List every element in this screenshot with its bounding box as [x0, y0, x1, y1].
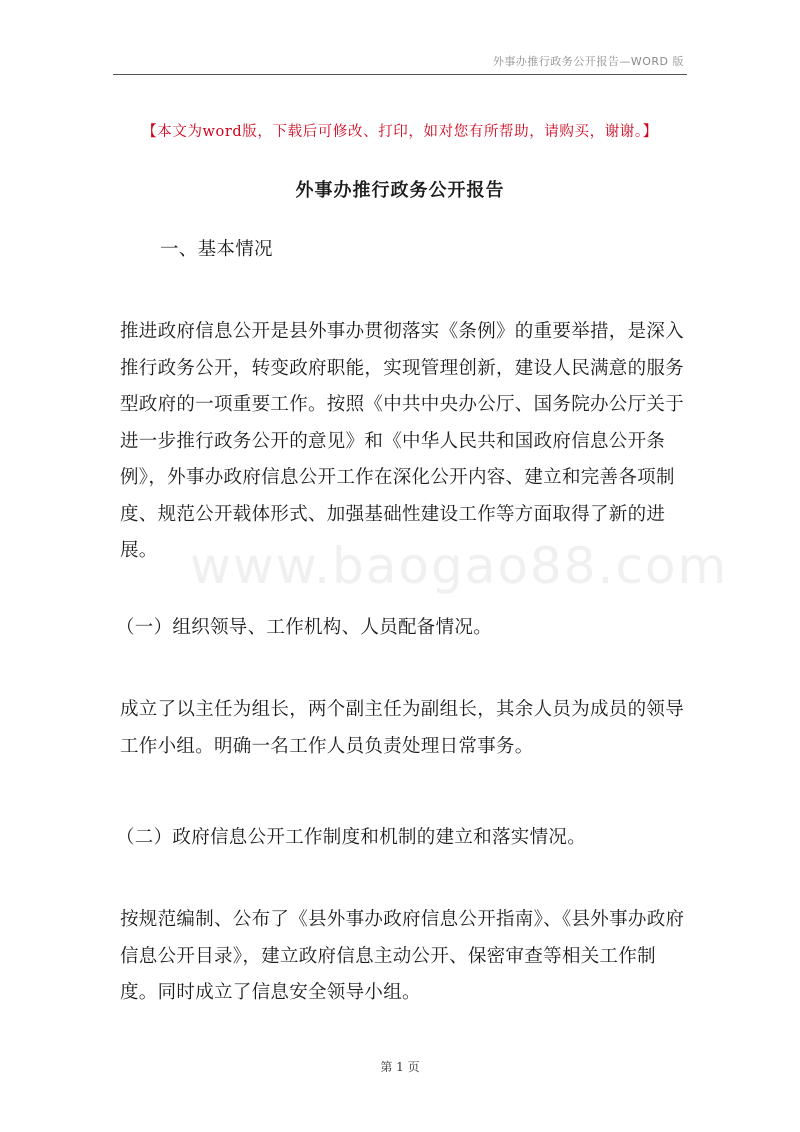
- paragraph-organization: 成立了以主任为组长，两个副主任为副组长，其余人员为成员的领导工作小组。明确一名工作人员负责处理日常事务。: [120, 699, 685, 757]
- subheading-organization: （一）组织领导、工作机构、人员配备情况。: [116, 617, 493, 638]
- paragraph-system: 按规范编制、公布了《县外事办政府信息公开指南》、《县外事办政府信息公开目录》，建立政府信息主动公开、保密审查等相关工作制度。同时成立了信息安全领导小组。: [120, 909, 685, 1003]
- section-heading-basic: 一、基本情况: [160, 239, 273, 260]
- watermark: www.baogao88.com: [190, 537, 729, 595]
- header-divider: [113, 74, 687, 75]
- paragraph-intro: 推进政府信息公开是县外事办贯彻落实《条例》的重要举措，是深入推行政务公开，转变政府职能，实现管理创新，建设人民满意的服务型政府的一项重要工作。按照《中共中央办公厅、国务院办公厅关于进一步推行政务公开的意见》和《中华人民共和国政府信息公开条例》，外事办政府信息公开工作在深化公开内容、建立和完善各项制度、规范公开载体形式、加强基础性建设工作等方面取得了新的进展。: [120, 321, 685, 561]
- document-title: 外事办推行政务公开报告: [295, 180, 505, 201]
- page-number: 第 1 页: [380, 1060, 420, 1074]
- purchase-notice: 【本文为word版，下载后可修改、打印，如对您有所帮助，请购买，谢谢。】: [142, 124, 658, 140]
- header-doc-label: 外事办推行政务公开报告—WORD 版: [492, 55, 684, 68]
- subheading-system: （二）政府信息公开工作制度和机制的建立和落实情况。: [116, 827, 587, 848]
